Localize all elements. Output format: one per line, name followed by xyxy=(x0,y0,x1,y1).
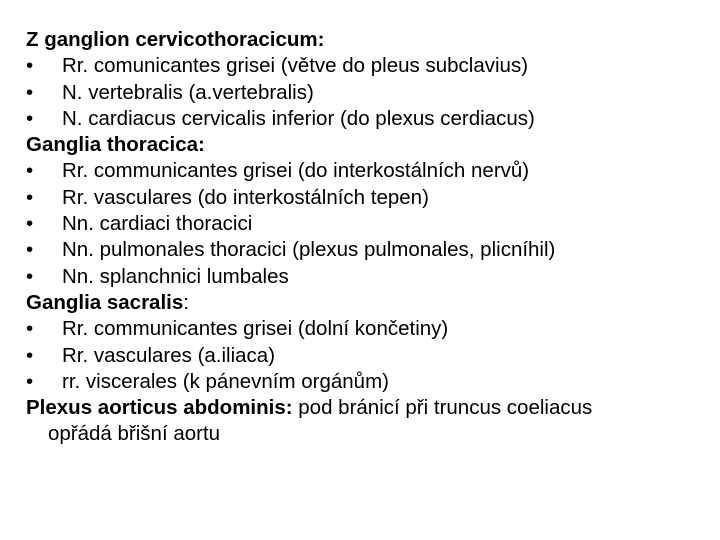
list-item xyxy=(26,106,716,132)
list-item xyxy=(26,211,716,237)
bullet-icon: • xyxy=(26,343,34,367)
list-item-text: rr. viscerales (k pánevním orgánům) xyxy=(62,369,389,393)
list-item-text: Nn. cardiaci thoracici xyxy=(62,212,253,236)
bullet-icon: • xyxy=(26,238,34,262)
plexus-aorticus-heading: Plexus aorticus abdominis: xyxy=(26,396,293,420)
section-heading-cervicothoracicum: Z ganglion cervicothoracicum: xyxy=(26,28,325,51)
list-item-text: Rr. vasculares (a.iliaca) xyxy=(62,343,276,367)
bullet-icon: • xyxy=(26,317,34,341)
list-item-text: Nn. splanchnici lumbales xyxy=(62,264,289,288)
list-item xyxy=(26,343,716,369)
bullet-icon: • xyxy=(26,54,34,78)
list-item-text: Rr. comunicantes grisei (větve do pleus subclavius) xyxy=(62,54,529,78)
list-item xyxy=(26,53,716,79)
bullet-icon: • xyxy=(26,369,34,393)
list-item-text: Nn. pulmonales thoracici (plexus pulmonales, plicníhil) xyxy=(62,238,556,262)
list-item xyxy=(26,264,716,290)
plexus-aorticus-text: pod bránicí při truncus coeliacus xyxy=(292,396,593,420)
list-item xyxy=(26,316,716,342)
plexus-aorticus-continuation: opřádá břišní aortu xyxy=(48,422,221,446)
list-item-text: N. cardiacus cervicalis inferior (do plexus cerdiacus) xyxy=(62,106,535,130)
list-item xyxy=(26,80,716,106)
list-item xyxy=(26,158,716,184)
slide-text-body xyxy=(26,27,716,448)
list-item-text: Rr. vasculares (do interkostálních tepen) xyxy=(62,185,429,209)
list-item-text: Rr. communicantes grisei (dolní končetiny) xyxy=(62,317,449,341)
plexus-aorticus-paragraph xyxy=(26,395,716,421)
list-item xyxy=(26,185,716,211)
list-item xyxy=(26,237,716,263)
bullet-icon: • xyxy=(26,264,34,288)
section-heading-colon: : xyxy=(183,290,189,314)
section-heading-text: Ganglia sacralis xyxy=(26,290,184,314)
section-heading-thoracica: Ganglia thoracica: xyxy=(26,133,205,157)
bullet-icon: • xyxy=(26,185,34,209)
bullet-icon: • xyxy=(26,106,34,130)
bullet-icon: • xyxy=(26,80,34,104)
list-item-text: N. vertebralis (a.vertebralis) xyxy=(62,80,314,104)
bullet-icon: • xyxy=(26,212,34,236)
section-heading-sacralis xyxy=(26,290,716,316)
list-item xyxy=(26,369,716,395)
list-item-text: Rr. communicantes grisei (do interkostálních nervů) xyxy=(62,159,530,183)
bullet-icon: • xyxy=(26,159,34,183)
